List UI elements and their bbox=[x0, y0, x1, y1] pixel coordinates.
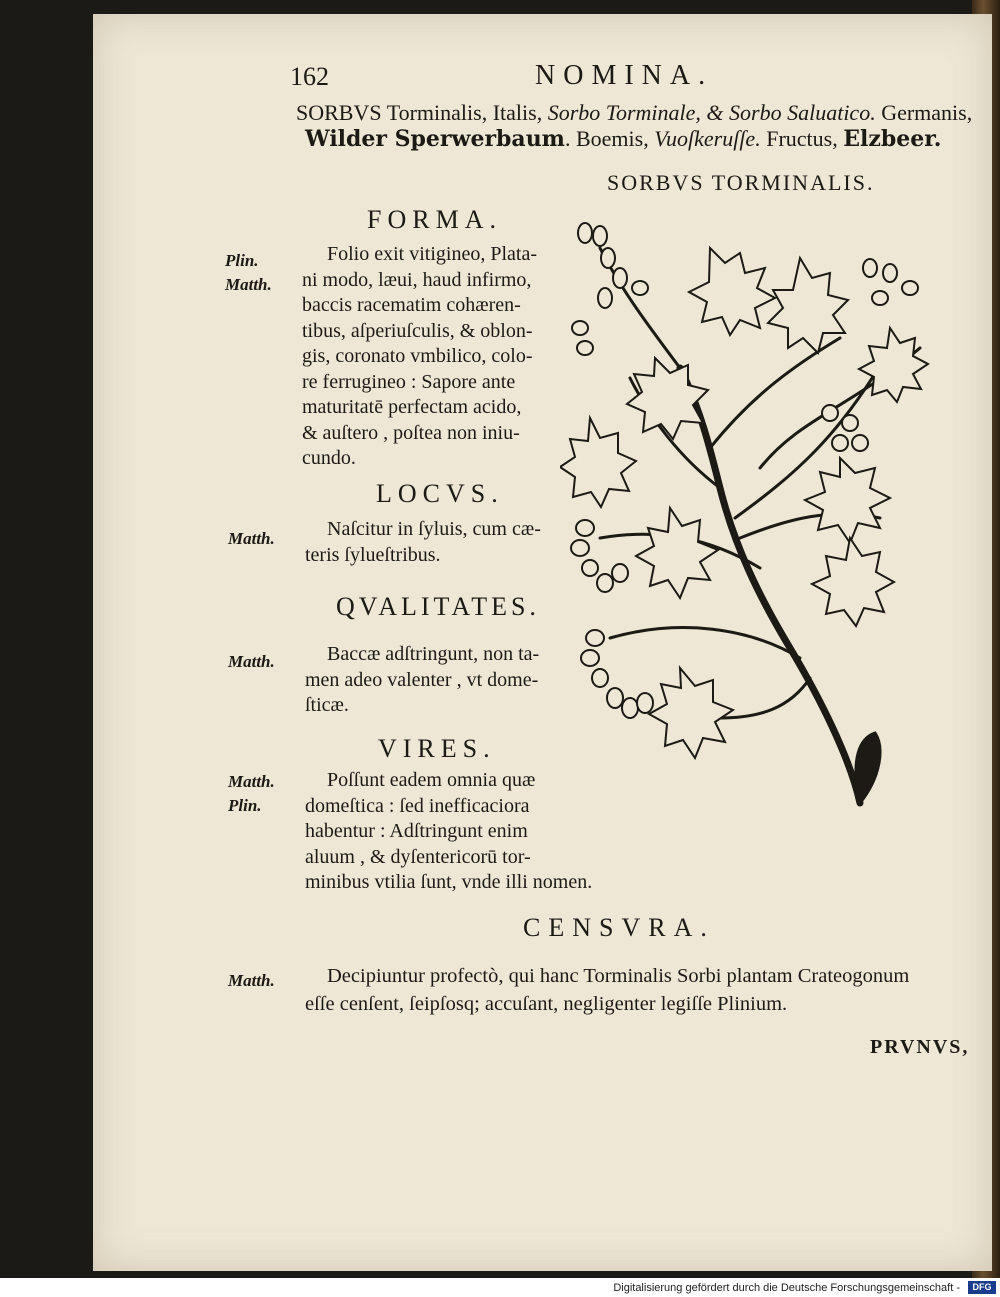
text-line: Decipiuntur profectò, qui hanc Torminalis Sorbi plantam Crateogonum bbox=[327, 965, 910, 987]
locus-text bbox=[305, 517, 541, 568]
text-line: tibus, aſperiuſculis, & oblon- bbox=[302, 319, 533, 342]
dfg-logo: DFG bbox=[968, 1281, 996, 1294]
text-line: domeſtica : ſed inefficaciora bbox=[305, 794, 530, 817]
text-line: ſticæ. bbox=[305, 694, 349, 716]
margin-note: Matth. bbox=[228, 772, 275, 791]
names-line-1 bbox=[296, 100, 972, 126]
sorbus-woodcut-illustration bbox=[560, 218, 960, 818]
text-line: Poſſunt eadem omnia quæ bbox=[327, 769, 536, 791]
names-text: Torminalis, Italis, bbox=[381, 100, 548, 125]
text-line: men adeo valenter , vt dome- bbox=[305, 668, 539, 691]
margin-note: Matth. bbox=[228, 652, 275, 671]
names-line-2 bbox=[305, 126, 941, 152]
text-line: aluum , & dyſentericorū tor- bbox=[305, 845, 531, 868]
genus-name: SORBVS bbox=[296, 100, 382, 125]
names-text: Germanis, bbox=[875, 100, 973, 125]
text-line: re ferrugineo : Sapore ante bbox=[302, 370, 516, 393]
section-heading-censura: CENSVRA. bbox=[523, 913, 715, 942]
section-heading-qualitates: QVALITATES. bbox=[336, 592, 540, 621]
section-heading-locus: LOCVS. bbox=[376, 479, 504, 508]
text-line: maturitatē perfectam acido, bbox=[302, 396, 522, 418]
page-number: 162 bbox=[290, 62, 329, 91]
margin-note: Plin. bbox=[225, 251, 259, 270]
names-text: Fructus, bbox=[760, 126, 844, 151]
text-line: eſſe cenſent, ſeipſosq; accuſant, negligenter legiſſe Plinium. bbox=[305, 993, 788, 1015]
forma-text bbox=[302, 242, 537, 472]
text-line: Naſcitur in ſyluis, cum cæ- bbox=[327, 518, 541, 540]
italian-names: Sorbo Torminale, & Sorbo Saluatico. bbox=[547, 100, 876, 125]
figure-caption: SORBVS TORMINALIS. bbox=[607, 170, 875, 195]
vires-text bbox=[305, 768, 592, 896]
running-head: NOMINA. bbox=[535, 60, 714, 91]
text-line: minibus vtilia ſunt, vnde illi nomen. bbox=[305, 871, 593, 893]
text-line: & auſtero , poſtea non iniu- bbox=[302, 421, 520, 444]
names-text: . Boemis, bbox=[564, 126, 655, 151]
text-line: ni modo, læui, haud infirmo, bbox=[302, 268, 532, 291]
margin-note: Matth. bbox=[228, 529, 275, 548]
text-line: gis, coronato vmbilico, colo- bbox=[302, 345, 533, 367]
margin-note: Matth. bbox=[228, 971, 275, 990]
text-line: teris ſylueſtribus. bbox=[305, 543, 441, 566]
catchword: PRVNVS, bbox=[870, 1036, 970, 1058]
text-line: baccis racematim cohæren- bbox=[302, 294, 521, 316]
section-heading-vires: VIRES. bbox=[378, 734, 496, 763]
qualitates-text bbox=[305, 642, 539, 719]
fruit-name: Elzbeer. bbox=[843, 126, 942, 152]
margin-note: Matth. bbox=[225, 275, 272, 294]
text-line: cundo. bbox=[302, 447, 356, 469]
footer-credit: Digitalisierung gefördert durch die Deutsche Forschungsgemeinschaft - bbox=[613, 1282, 960, 1294]
bohemian-name: Vuoſkeruſſe. bbox=[654, 126, 761, 151]
margin-note: Plin. bbox=[228, 796, 262, 815]
german-name: Wilder Sperwerbaum bbox=[305, 126, 565, 152]
section-heading-forma: FORMA. bbox=[367, 205, 502, 234]
text-line: Baccæ adſtringunt, non ta- bbox=[327, 643, 540, 665]
text-line: habentur : Adſtringunt enim bbox=[305, 820, 528, 842]
censura-text bbox=[305, 962, 909, 1018]
text-line: Folio exit vitigineo, Plata- bbox=[327, 243, 537, 265]
